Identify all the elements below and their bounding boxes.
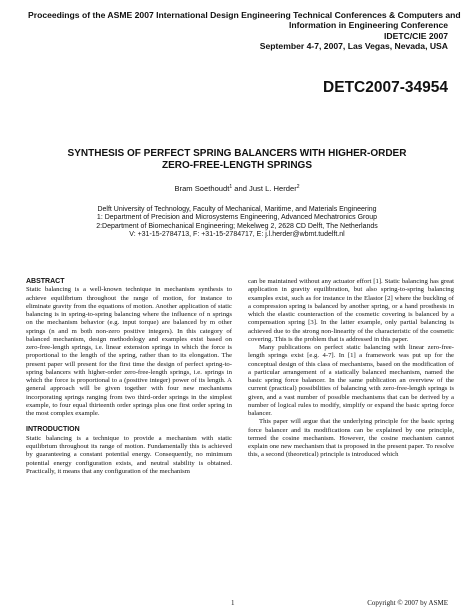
author-name: and Just L. Herder — [232, 184, 297, 193]
author-affiliation-marker: 1 — [229, 184, 233, 190]
proceedings-header — [28, 10, 461, 52]
proceedings-line: IDETC/CIE 2007 — [384, 30, 448, 41]
body-paragraph: can be maintained without any actuator effort [1]. Static balancing has great application in gravity equilibration, but also spring-to-spring balancing examples exist, such as for instance in the Elastor [2] where the buckling of a compression spring is balanced by another spring, or a hand prosthesis in which the elastic counteraction of the cosmetic covering is balanced by a compensation spring [3]. In the latter example, only partial balancing is achieved due to the strong non-linearity of the characteristic of the cosmetic covering. This is the problem that is addressed in this paper. — [248, 278, 454, 343]
body-paragraph: Many publications on perfect static balancing with linear zero-free-length springs exist [e.g. 4-7]. In [1] a framework was put up for the conceptual design of this class of mechanisms, based on the modification of a particular arrangement of a statically balanced mechanism, named the basic spring force balancer. In the same publication an overview of the current (practical) possibilities of balancing with zero-free-length springs is given, and a vast number of possible mechanisms that can be derived by a number of logical rules to modify, simplify or expand the basic spring force balancer. — [248, 344, 454, 417]
affiliation-block — [30, 206, 444, 240]
proceedings-line: Information in Engineering Conference — [289, 20, 448, 31]
affiliation-line: 1: Department of Precision and Microsystems Engineering, Advanced Mechatronics Group — [96, 214, 378, 222]
author-affiliation-marker: 2 — [296, 184, 300, 190]
introduction-heading: INTRODUCTION — [26, 426, 80, 434]
introduction-paragraph: Static balancing is a technique to provide a mechanism with static equilibrium throughout its range of motion. Fundamentally this is achieved by guaranteeing a constant potential energy. Consequently, no minimum potential energy configuration exists, and neutral stability is obtained. Practically, it means that any configuration of the mechanism — [26, 434, 232, 475]
author-name: Bram Soethoudt — [174, 184, 230, 193]
affiliation-line: Delft University of Technology, Faculty of Mechanical, Maritime, and Materials Engineering — [97, 206, 377, 213]
body-paragraph: This paper will argue that the underlying principle for the basic spring force balancer and its modifications can be explained by one principle, termed the cosine mechanism. However, the cosine mechanism cannot explain one new mechanism that is proposed in the present paper. To resolve this, a second (theoretical) principle is introduced which — [248, 418, 454, 459]
title-line: SYNTHESIS OF PERFECT SPRING BALANCERS WITH HIGHER-ORDER — [67, 148, 407, 159]
affiliation-line: V: +31-15-2784713, F: +31-15-2784717, E: j.l.herder@wbmt.tudelft.nl — [129, 231, 345, 239]
proceedings-line: September 4-7, 2007, Las Vegas, Nevada, USA — [259, 41, 448, 52]
title-line: ZERO-FREE-LENGTH SPRINGS — [161, 160, 312, 172]
page-number: 1 — [231, 599, 235, 607]
abstract-text: Static balancing is a well-known technique in mechanism synthesis to achieve equilibrium throughout the range of motion, for instance to eliminate gravity from the equations of motion. Another application of static balancing is in spring-to-spring balancing where the influence of n springs on the mechanism behavior (e.g. input torque) are balanced by m other springs (n and m both non-zero positive integers). In this category of balanced mechanism, design methodology and examples exist based on zero-free-length springs, i.e. linear extension springs in which the force is proportional to the length of the spring, rather than to its elongation. The present paper will present for the first time the design of perfect spring-to-spring balancers with higher-order zero-free-length springs, i.e. springs in which the force is proportional to a (positive integer) power of its length. A general approach will be given together with four new mechanisms incorporating springs ranging from two third-order springs in the simplest example, to four equal thirteenth order springs plus one first order spring in the most complex example. — [26, 286, 232, 418]
author-list — [30, 184, 444, 193]
affiliation-line: 2:Department of Biomechanical Engineering; Mekelweg 2, 2628 CD Delft, The Netherlands — [96, 222, 378, 230]
paper-id: DETC2007-34954 — [323, 79, 448, 96]
right-column — [248, 278, 454, 460]
left-column — [26, 278, 232, 476]
paper-title — [30, 148, 444, 173]
copyright-notice: Copyright © 2007 by ASME — [367, 599, 448, 607]
abstract-heading: ABSTRACT — [26, 278, 65, 285]
proceedings-line: Proceedings of the ASME 2007 International Design Engineering Technical Conferences & Computers and — [28, 10, 461, 20]
